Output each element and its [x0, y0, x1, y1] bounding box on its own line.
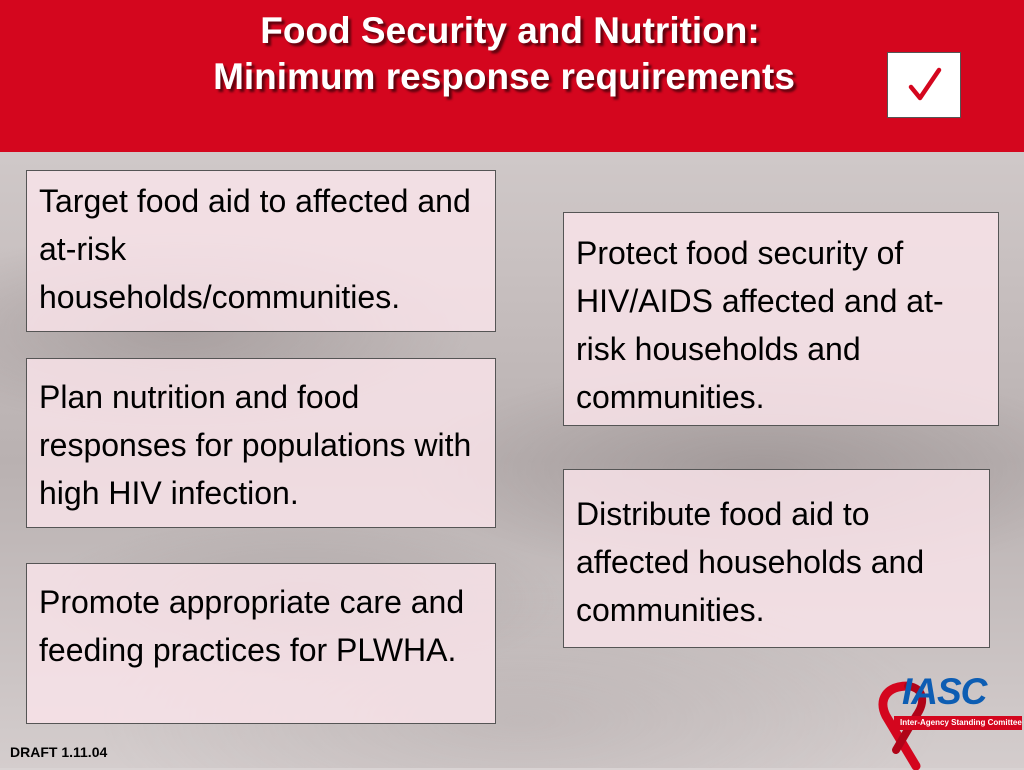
logo-name: IASC: [902, 671, 987, 712]
card-target-food-aid: Target food aid to affected and at-risk households/communities.: [26, 170, 496, 332]
title-line-2: Minimum response requirements: [213, 56, 795, 97]
card-distribute-food-aid: Distribute food aid to affected households and communities.: [563, 469, 990, 648]
checkbox-checked: [887, 52, 961, 118]
card-plan-nutrition: Plan nutrition and food responses for populations with high HIV infection.: [26, 358, 496, 528]
draft-label: DRAFT 1.11.04: [10, 744, 108, 760]
iasc-logo: [872, 672, 1022, 768]
title-line-1: Food Security and Nutrition:: [260, 10, 760, 51]
checkmark-icon: [908, 67, 942, 103]
logo-subtitle: Inter-Agency Standing Comittee: [894, 716, 1022, 730]
card-protect-food-security: Protect food security of HIV/AIDS affected and at-risk households and communities.: [563, 212, 999, 426]
card-promote-care: Promote appropriate care and feeding practices for PLWHA.: [26, 563, 496, 724]
slide-title: [0, 8, 1024, 100]
